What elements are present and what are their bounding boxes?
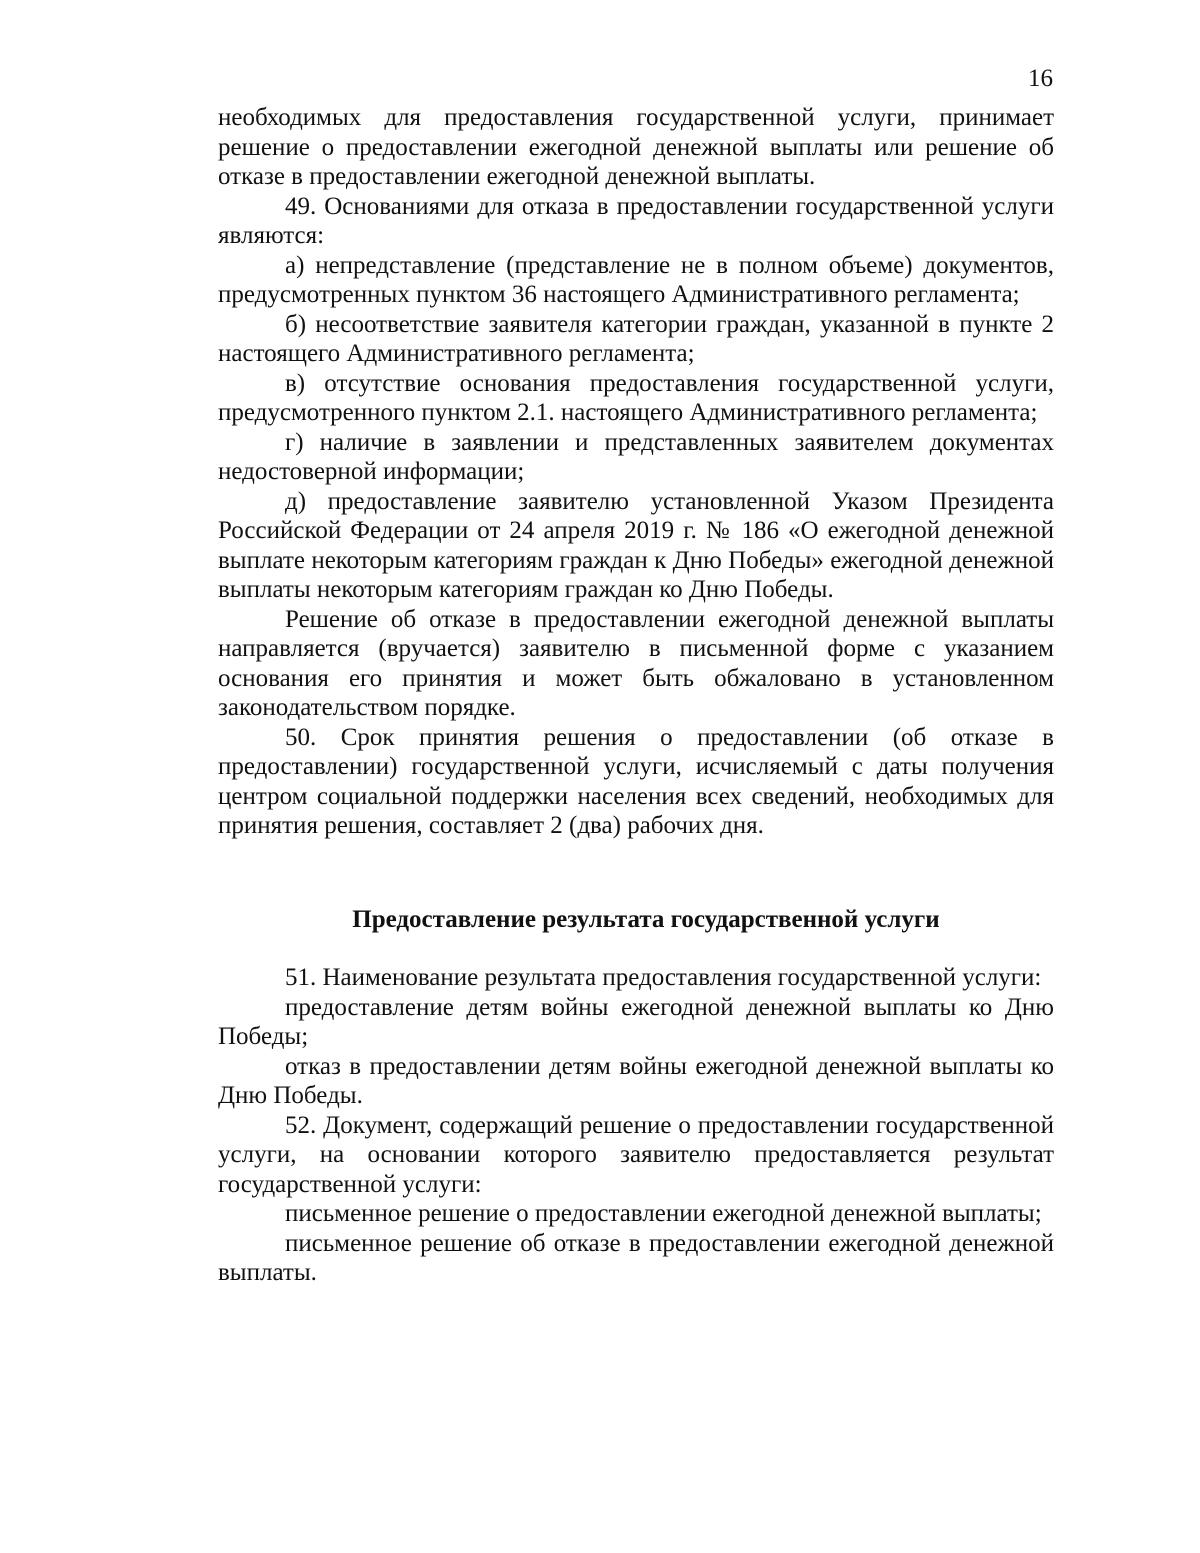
page-number: 16 xyxy=(1028,65,1053,92)
paragraph-51-grant: предоставление детям войны ежегодной денежной выплаты ко Дню Победы; xyxy=(218,993,1054,1050)
paragraph-49-g: г) наличие в заявлении и представленных заявителем документах недостоверной информации; xyxy=(218,428,1054,485)
paragraph-50: 50. Срок принятия решения о предоставлении (об отказе в предоставлении) государственной услуги, исчисляемый с даты получения центром социальной поддержки населения всех сведений, необходимых для принятия решения, составляет 2 (два) рабочих дня. xyxy=(218,723,1054,839)
paragraph-52: 52. Документ, содержащий решение о предоставлении государственной услуги, на основании которого заявителю предоставляется результат государственной услуги: xyxy=(218,1111,1054,1198)
paragraph-continuation: необходимых для предоставления государственной услуги, принимает решение о предоставлении ежегодной денежной выплаты или решение об отказе в предоставлении ежегодной денежной выплаты. xyxy=(218,104,1054,190)
paragraph-49-b: б) несоответствие заявителя категории граждан, указанной в пункте 2 настоящего Административного регламента; xyxy=(218,310,1054,367)
document-body xyxy=(218,103,1054,1288)
paragraph-49-d: д) предоставление заявителю установленной Указом Президента Российской Федерации от 24 апреля 2019 г. № 186 «О ежегодной денежной выплате некоторым категориям граждан к Дню Победы» ежегодной денежной выплаты некоторым категориям граждан ко Дню Победы. xyxy=(218,487,1054,603)
paragraph-51-refusal: отказ в предоставлении детям войны ежегодной денежной выплаты ко Дню Победы. xyxy=(218,1052,1054,1109)
section-heading: Предоставление результата государственной услуги xyxy=(352,905,940,933)
paragraph-49-v: в) отсутствие основания предоставления государственной услуги, предусмотренного пунктом 2.1. настоящего Административного регламента; xyxy=(218,369,1054,426)
paragraph-52-refusal-decision: письменное решение об отказе в предоставлении ежегодной денежной выплаты. xyxy=(218,1229,1054,1286)
paragraph-51: 51. Наименование результата предоставления государственной услуги: xyxy=(285,964,1042,991)
paragraph-49-a: а) непредставление (представление не в полном объеме) документов, предусмотренных пунктом 36 настоящего Административного регламента; xyxy=(218,251,1054,308)
paragraph-49: 49. Основаниями для отказа в предоставлении государственной услуги являются: xyxy=(218,192,1054,249)
paragraph-refusal-decision: Решение об отказе в предоставлении ежегодной денежной выплаты направляется (вручается) заявителю в письменной форме с указанием основания его принятия и может быть обжаловано в установленном законодательством порядке. xyxy=(218,605,1054,721)
paragraph-52-grant-decision: письменное решение о предоставлении ежегодной денежной выплаты; xyxy=(285,1200,1042,1227)
